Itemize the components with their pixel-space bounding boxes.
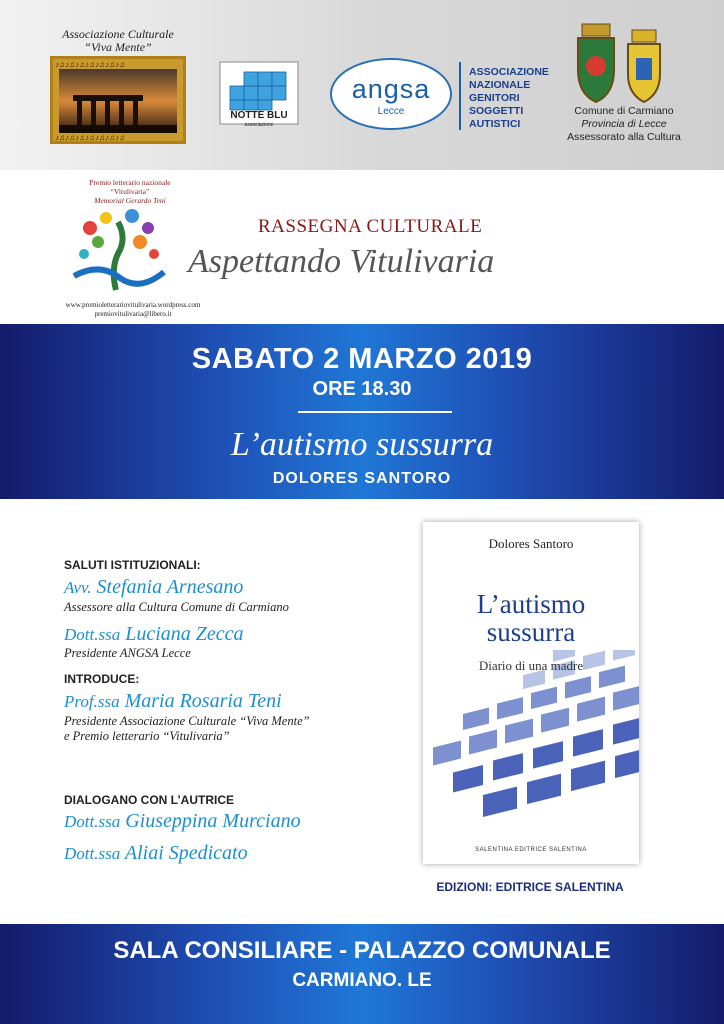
speaker-spedicato bbox=[64, 842, 248, 865]
notte-blu-wordmark: NOTTE BLU bbox=[230, 110, 288, 121]
speaker-name: Luciana Zecca bbox=[125, 623, 244, 645]
speaker-zecca bbox=[64, 623, 244, 646]
provincia-name: Provincia di Lecce bbox=[581, 118, 667, 130]
comune-name: Comune di Carmiano bbox=[574, 105, 674, 117]
lecce-crest-icon bbox=[624, 22, 664, 104]
event-author: DOLORES SANTORO bbox=[272, 470, 452, 487]
speaker-title: Dott.ssa bbox=[64, 812, 121, 831]
speaker-title: Dott.ssa bbox=[64, 844, 121, 863]
angsa-line: AUTISTICI bbox=[469, 118, 521, 130]
prize-contacts bbox=[58, 301, 208, 319]
cover-title bbox=[423, 590, 639, 646]
prize-memorial: Memorial Gerardo Teni bbox=[94, 196, 166, 205]
rassegna-title: Aspettando Vitulivaria bbox=[188, 243, 495, 280]
prize-caption-line: “Vitulivaria” bbox=[110, 187, 150, 196]
cover-author: Dolores Santoro bbox=[488, 536, 574, 551]
saluti-heading: SALUTI ISTITUZIONALI: bbox=[64, 558, 201, 572]
angsa-logo bbox=[330, 58, 452, 130]
cover-squares-pattern bbox=[423, 650, 639, 850]
speaker-title: Prof.ssa bbox=[64, 692, 120, 711]
speaker-role bbox=[64, 714, 374, 744]
cover-publisher: SALENTINA EDITRICE SALENTINA bbox=[475, 847, 587, 853]
cover-subtitle: Diario di una madre bbox=[478, 658, 584, 673]
event-date: SABATO 2 MARZO 2019 bbox=[191, 343, 533, 375]
prize-website: www.premioletterariovitulivaria.wordpress.com bbox=[65, 301, 201, 309]
viva-mente-logo bbox=[50, 56, 186, 144]
angsa-word: angsa bbox=[351, 74, 431, 104]
edizioni-label: EDIZIONI: EDITRICE SALENTINA bbox=[436, 880, 624, 894]
rassegna-label: RASSEGNA CULTURALE bbox=[258, 216, 483, 237]
cover-title-line: sussurra bbox=[486, 617, 576, 647]
event-divider bbox=[298, 411, 452, 413]
speaker-title: Avv. bbox=[64, 578, 92, 597]
angsa-line: GENITORI bbox=[469, 92, 520, 104]
speaker-murciano bbox=[64, 810, 301, 833]
prize-email: premiovitulivaria@libero.it bbox=[94, 310, 172, 318]
speaker-teni bbox=[64, 690, 282, 713]
vitulivaria-tree-logo bbox=[70, 206, 166, 292]
book-cover bbox=[423, 522, 639, 864]
angsa-line: SOGGETTI bbox=[469, 105, 524, 117]
notte-blu-sub: associazione bbox=[244, 122, 274, 128]
speaker-name: Aliai Spedicato bbox=[124, 842, 248, 864]
speaker-role-line: e Premio letterario “Vitulivaria” bbox=[64, 729, 230, 743]
angsa-full-name bbox=[469, 66, 559, 131]
prize-caption bbox=[70, 178, 190, 205]
event-book-title: L’autismo sussurra bbox=[230, 426, 494, 463]
speaker-arnesano bbox=[64, 576, 243, 599]
carmiano-crest-icon bbox=[572, 22, 620, 104]
svg-text:♪♫♪♫♪♫♪♫♪♫♪♫♪♫: ♪♫♪♫♪♫♪♫♪♫♪♫♪♫ bbox=[55, 133, 125, 141]
viva-mente-caption bbox=[48, 28, 188, 54]
speaker-role: Assessore alla Cultura Comune di Carmiano bbox=[64, 600, 289, 614]
svg-text:♪♫♪♫♪♫♪♫♪♫♪♫♪♫: ♪♫♪♫♪♫♪♫♪♫♪♫♪♫ bbox=[55, 60, 125, 69]
notte-blu-logo bbox=[212, 58, 308, 130]
viva-mente-caption-line1: Associazione Culturale bbox=[62, 27, 174, 41]
introduce-heading: INTRODUCE: bbox=[64, 672, 140, 686]
cover-title-line: L’autismo bbox=[476, 589, 586, 619]
viva-mente-caption-line2: “Viva Mente” bbox=[84, 40, 152, 54]
angsa-line: NAZIONALE bbox=[469, 79, 531, 91]
venue-place: SALA CONSILIARE - PALAZZO COMUNALE bbox=[113, 937, 611, 964]
assessorato-name: Assessorato alla Cultura bbox=[567, 131, 681, 143]
speaker-name: Giuseppina Murciano bbox=[125, 810, 301, 832]
venue-city: CARMIANO. LE bbox=[292, 970, 432, 991]
dialogano-heading: DIALOGANO CON L’AUTRICE bbox=[64, 793, 234, 807]
prize-caption-line: Premio letterario nazionale bbox=[89, 178, 171, 187]
angsa-divider bbox=[459, 62, 461, 130]
speaker-name: Maria Rosaria Teni bbox=[124, 690, 282, 712]
speaker-title: Dott.ssa bbox=[64, 625, 121, 644]
angsa-line: ASSOCIAZIONE bbox=[469, 66, 549, 78]
comune-text bbox=[560, 105, 688, 144]
angsa-city: Lecce bbox=[377, 106, 405, 117]
speaker-role-line: Presidente Associazione Culturale “Viva Mente” bbox=[64, 714, 310, 728]
speaker-name: Stefania Arnesano bbox=[96, 576, 244, 598]
speaker-role: Presidente ANGSA Lecce bbox=[64, 646, 191, 660]
event-time: ORE 18.30 bbox=[312, 378, 412, 400]
